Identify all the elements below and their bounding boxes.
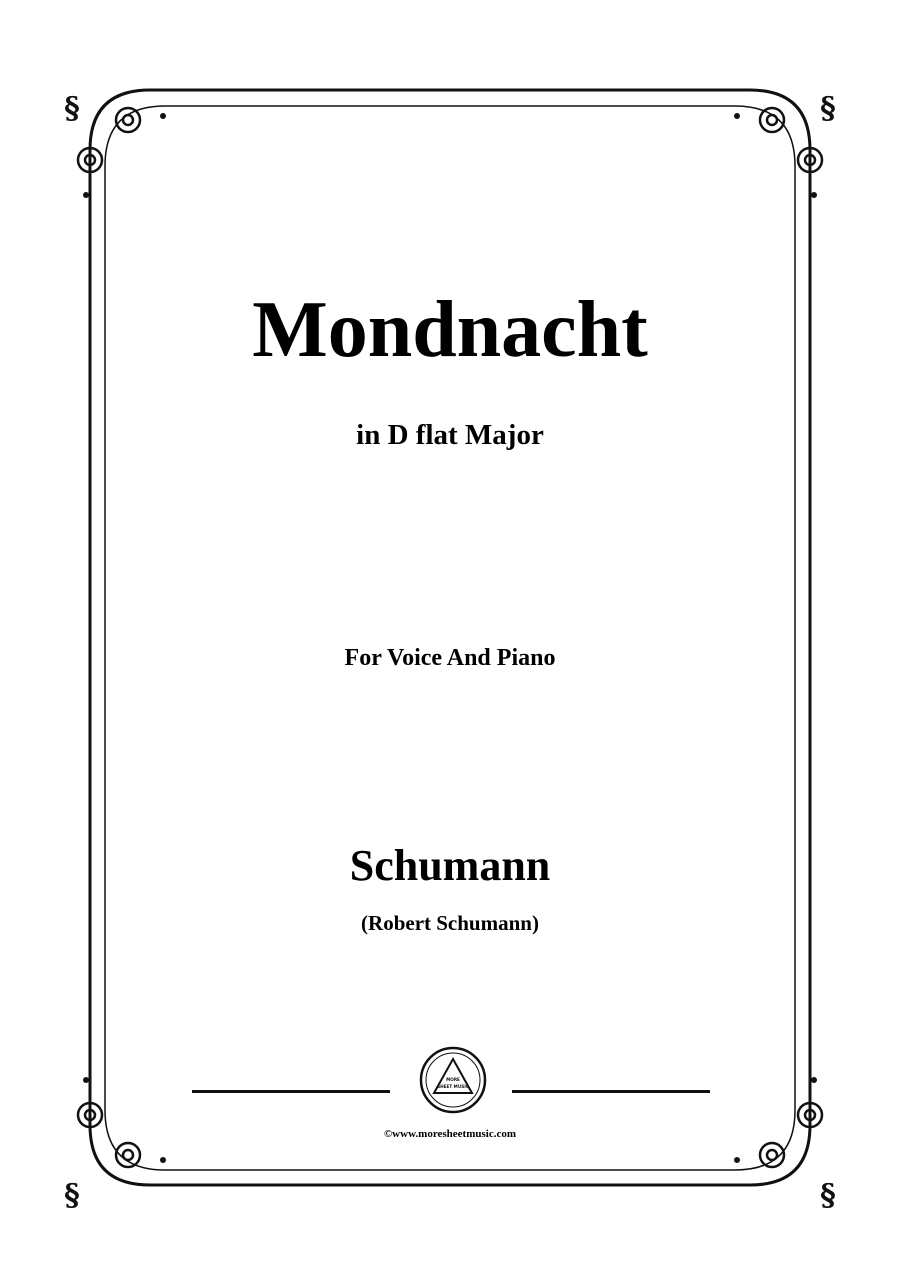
publisher-seal-icon [418, 1045, 488, 1115]
composer-full-name: (Robert Schumann) [361, 911, 539, 935]
instrumentation: For Voice And Piano [344, 645, 556, 671]
svg-text:§: § [820, 91, 836, 126]
svg-text:§: § [64, 1178, 80, 1213]
seal-text-bottom: SHEET MUSIC [437, 1084, 469, 1089]
svg-text:§: § [820, 1178, 836, 1213]
copyright-notice: ©www.moresheetmusic.com [383, 1128, 517, 1140]
svg-text:§: § [64, 91, 80, 126]
right-divider [512, 1090, 710, 1093]
page-title: Mondnacht [252, 286, 648, 374]
left-divider [192, 1090, 390, 1093]
composer-name: Schumann [349, 841, 551, 890]
seal-text-top: MORE [446, 1077, 460, 1082]
key-subtitle: in D flat Major [356, 419, 544, 451]
